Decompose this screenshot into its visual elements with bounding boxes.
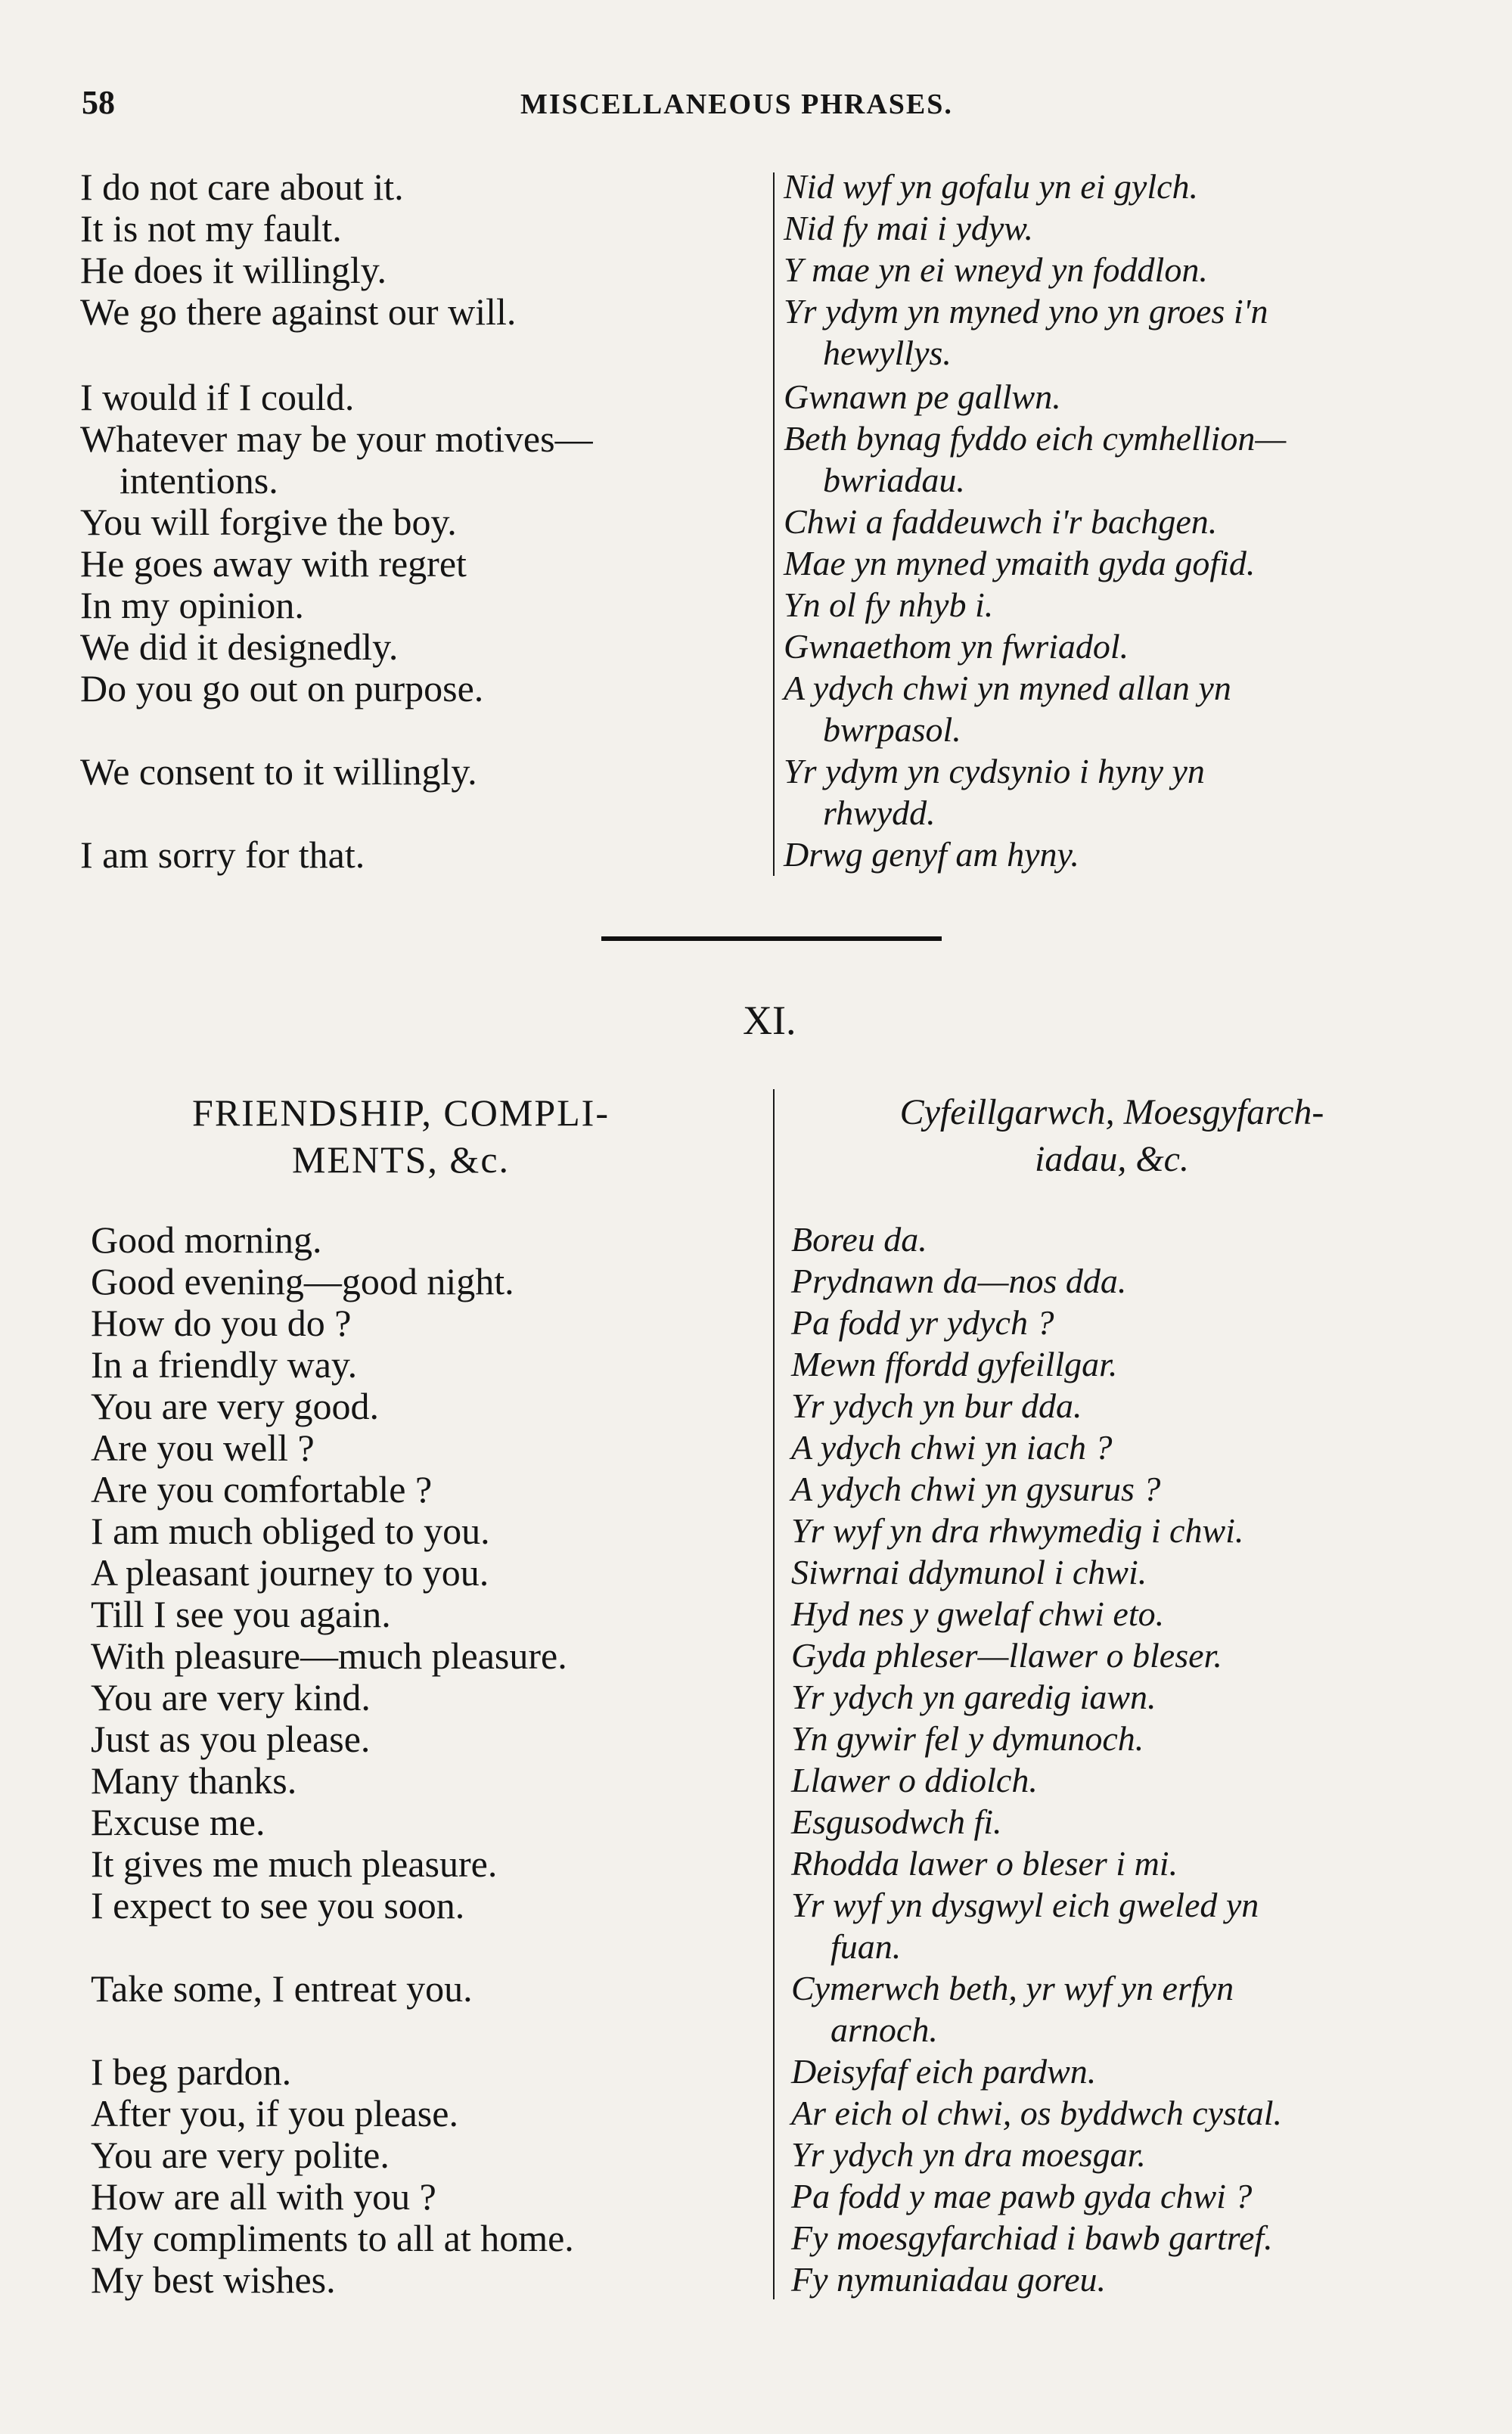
english-phrase: How do you do ? — [91, 1302, 352, 1344]
heading-line: FRIENDSHIP, COMPLI- — [192, 1091, 610, 1134]
english-phrase: Do you go out on purpose. — [80, 667, 484, 709]
welsh-phrase: Deisyfaf eich pardwn. — [791, 2052, 1097, 2091]
page-header — [82, 83, 1020, 129]
english-phrase: In a friendly way. — [91, 1343, 358, 1386]
welsh-phrase: Hyd nes y gwelaf chwi eto. — [791, 1594, 1165, 1633]
welsh-phrase: Yr ydym yn myned yno yn groes i'n — [784, 292, 1268, 331]
heading-line: Cyfeillgarwch, Moesgyfarch- — [899, 1092, 1324, 1132]
welsh-phrase: Yr ydych yn garedig iawn. — [791, 1678, 1157, 1716]
section-heading-english — [91, 1089, 711, 1183]
english-phrase: With pleasure—much pleasure. — [91, 1635, 567, 1677]
welsh-phrase: Rhodda lawer o bleser i mi. — [791, 1844, 1178, 1883]
welsh-phrase-continuation: fuan. — [831, 1927, 902, 1966]
welsh-phrase: Fy nymuniadau goreu. — [791, 2260, 1107, 2299]
english-phrase: Many thanks. — [91, 1759, 297, 1802]
column-divider — [773, 1089, 775, 2299]
english-phrase: After you, if you please. — [91, 2092, 458, 2134]
english-phrase: You are very kind. — [91, 1676, 371, 1718]
english-phrase: It is not my fault. — [80, 207, 342, 250]
english-phrase: Are you comfortable ? — [91, 1468, 433, 1510]
english-phrase: Take some, I entreat you. — [91, 1967, 473, 2010]
english-phrase: We go there against our will. — [80, 290, 517, 333]
welsh-phrase: Yn ol fy nhyb i. — [784, 585, 994, 624]
english-phrase: I am much obliged to you. — [91, 1510, 490, 1552]
welsh-phrase: Yr wyf yn dysgwyl eich gweled yn — [791, 1886, 1259, 1924]
heading-line: iadau, &c. — [1035, 1139, 1189, 1179]
welsh-phrase: Yr ydych yn bur dda. — [791, 1386, 1082, 1425]
welsh-phrase: Beth bynag fyddo eich cymhellion— — [784, 419, 1287, 458]
page-number: 58 — [82, 84, 115, 121]
welsh-phrase-continuation: hewyllys. — [823, 334, 952, 372]
welsh-phrase: Pa fodd y mae pawb gyda chwi ? — [791, 2177, 1253, 2215]
english-phrase: I do not care about it. — [80, 166, 404, 208]
welsh-phrase: Mae yn myned ymaith gyda gofid. — [784, 544, 1256, 582]
welsh-phrase-continuation: bwrpasol. — [823, 710, 961, 749]
section-number: XI. — [743, 998, 796, 1043]
welsh-phrase: Prydnawn da—nos dda. — [791, 1262, 1127, 1300]
welsh-phrase-continuation: bwriadau. — [823, 461, 965, 499]
english-phrase: I am sorry for that. — [80, 834, 365, 876]
english-phrase: He goes away with regret — [80, 542, 467, 585]
english-phrase: Till I see you again. — [91, 1593, 391, 1635]
column-divider — [773, 172, 775, 876]
running-head: MISCELLANEOUS PHRASES. — [520, 88, 953, 120]
welsh-phrase: Cymerwch beth, yr wyf yn erfyn — [791, 1969, 1234, 2007]
english-phrase: Are you well ? — [91, 1427, 315, 1469]
english-phrase: Whatever may be your motives— — [80, 418, 593, 460]
section-rule — [601, 936, 942, 941]
welsh-phrase-continuation: arnoch. — [831, 2010, 938, 2049]
english-phrase: Good morning. — [91, 1219, 322, 1261]
english-phrase-continuation: intentions. — [120, 459, 278, 501]
welsh-phrase: A ydych chwi yn gysurus ? — [791, 1470, 1161, 1508]
welsh-phrase: Yn gywir fel y dymunoch. — [791, 1719, 1144, 1758]
welsh-phrase: Chwi a faddeuwch i'r bachgen. — [784, 502, 1218, 541]
welsh-phrase: Esgusodwch fi. — [791, 1802, 1002, 1841]
welsh-phrase-continuation: rhwydd. — [823, 793, 936, 832]
english-phrase: Good evening—good night. — [91, 1260, 514, 1302]
english-phrase: It gives me much pleasure. — [91, 1843, 498, 1885]
english-phrase: A pleasant journey to you. — [91, 1551, 489, 1594]
welsh-phrase: Fy moesgyfarchiad i bawb gartref. — [791, 2218, 1273, 2257]
english-phrase: You are very good. — [91, 1385, 379, 1427]
welsh-phrase: Siwrnai ddymunol i chwi. — [791, 1553, 1147, 1591]
welsh-phrase: Drwg genyf am hyny. — [784, 835, 1079, 874]
welsh-phrase: Pa fodd yr ydych ? — [791, 1303, 1054, 1342]
welsh-phrase: Gwnaethom yn fwriadol. — [784, 627, 1129, 666]
welsh-phrase: Gyda phleser—llawer o bleser. — [791, 1636, 1222, 1675]
english-phrase: Just as you please. — [91, 1718, 371, 1760]
english-phrase: How are all with you ? — [91, 2175, 436, 2218]
welsh-phrase: Nid fy mai i ydyw. — [784, 209, 1034, 247]
english-phrase: We did it designedly. — [80, 626, 399, 668]
welsh-phrase: A ydych chwi yn iach ? — [791, 1428, 1113, 1467]
welsh-phrase: Mewn ffordd gyfeillgar. — [791, 1345, 1118, 1383]
heading-line: MENTS, &c. — [291, 1138, 511, 1181]
welsh-phrase: Gwnawn pe gallwn. — [784, 377, 1061, 416]
welsh-phrase: Y mae yn ei wneyd yn foddlon. — [784, 250, 1208, 289]
english-phrase: I expect to see you soon. — [91, 1884, 465, 1926]
english-phrase: We consent to it willingly. — [80, 750, 477, 793]
welsh-phrase: Yr ydych yn dra moesgar. — [791, 2135, 1146, 2174]
english-phrase: My best wishes. — [91, 2259, 336, 2301]
english-phrase: He does it willingly. — [80, 249, 387, 291]
english-phrase: You are very polite. — [91, 2134, 390, 2176]
english-phrase: My compliments to all at home. — [91, 2217, 574, 2259]
english-phrase: I would if I could. — [80, 376, 355, 418]
welsh-phrase: Nid wyf yn gofalu yn ei gylch. — [784, 167, 1199, 206]
english-phrase: You will forgive the boy. — [80, 501, 457, 543]
english-phrase: In my opinion. — [80, 584, 304, 626]
welsh-phrase: A ydych chwi yn myned allan yn — [784, 669, 1231, 707]
welsh-phrase: Ar eich ol chwi, os byddwch cystal. — [791, 2094, 1282, 2132]
english-phrase: I beg pardon. — [91, 2051, 292, 2093]
welsh-phrase: Yr wyf yn dra rhwymedig i chwi. — [791, 1511, 1244, 1550]
english-phrase: Excuse me. — [91, 1801, 265, 1843]
section-heading-welsh — [787, 1089, 1437, 1183]
welsh-phrase: Boreu da. — [791, 1220, 927, 1259]
welsh-phrase: Llawer o ddiolch. — [791, 1761, 1038, 1799]
welsh-phrase: Yr ydym yn cydsynio i hyny yn — [784, 752, 1205, 790]
